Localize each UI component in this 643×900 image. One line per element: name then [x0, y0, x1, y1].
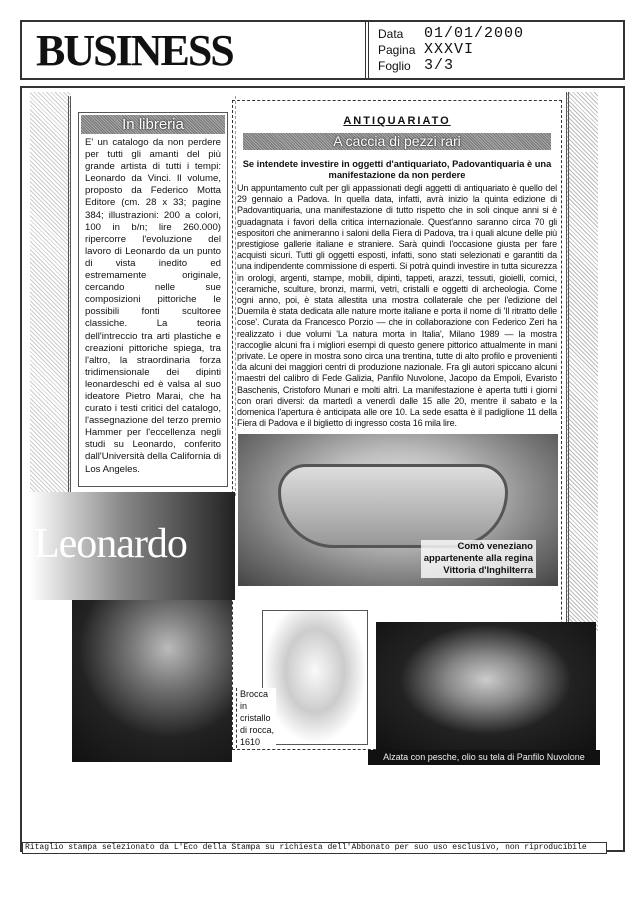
clipping-meta: [378, 26, 524, 74]
leonardo-photo: [30, 492, 235, 600]
article-kicker: ANTIQUARIATO: [343, 115, 451, 127]
portrait-photo: [72, 600, 232, 762]
scan-texture: [30, 92, 70, 492]
sidebar-box: [78, 112, 228, 487]
page-label: Pagina: [378, 43, 416, 57]
sidebar-text: E' un catalogo da non perdere per tutti gli amanti del più grande artista di tutti i tempi: Leonardo da Vinci. Il volume, proposto da Federico Motta Editore (cm. 28 x 33; pagine 384; illustrazioni: 200 a colori, 100 in b/n; lire 260.000) ripercorre l'evoluzione del lavoro di Leonardo da un punto di vista inedito ed estremamente originale, cercando nelle sue composizioni pittoriche le possibili fonti scultoree classiche. La teoria dell'intreccio tra arti plastiche e creazioni pittoriche spiega, tra l'altro, la straordinaria forza tridimensionale dei dipinti leonardeschi ed è valsa al suo ideatore Pietro Marai, che ha curato i testi critici del catalogo, l'assegnazione del terzo premio Hammer per l'eccellenza negli studi su Leonardo, conferito dall'Università della California di Los Angeles.: [85, 137, 221, 475]
jug-photo: [262, 610, 368, 745]
date-label: Data: [378, 27, 404, 41]
jug-caption: Brocca in cristallo di rocca, 1610: [236, 688, 276, 748]
caption-line: Comò veneziano: [457, 541, 533, 552]
peaches-painting: [376, 622, 596, 750]
commode-photo: [238, 434, 558, 586]
commode-shape: [278, 464, 508, 548]
article-title: A caccia di pezzi rari: [243, 133, 551, 150]
sidebar-title: In libreria: [81, 115, 225, 134]
article-body: Un appuntamento cult per gli appassionati degli aggetti di antiquariato è quello del 29 gennaio a Padova. In quella data, infatti, avrà inizio la quinta edizione di Padovantiquaria, una manifestazione di tutto rispetto che in soli cinque anni si è guadagnata i favori della critica internazionale. Quest'anno saranno circa 70 gli espositori che animeranno i saloni della Fiera di Padova, tra i quali alcune delle più prestigiose gallerie italiane e straniere. Sarà quindi l'occasione giusta per fare acquisti sicuri. Tutti gli oggetti esposti, infatti, sono stati selezionati e garantiti da una indipendente commissione di esperti. Si potrà quindi investire in tutta sicurezza in orologi, argenti, stampe, mobili, dipinti, tappeti, arazzi, tessuti, gioielli, cornici, ceramiche, sculture, bronzi, marmi, vetri, cristalli e oggetti di archeologia. Come ogni anno, poi, è stata allestita una mostra collaterale che per l'edizione del Duemila è stata dedicata alle nature morte italiane e porta il nome di 'Il ritratto delle cose'. Curata da Francesco Porzio — che in collaborazione con Federico Zeri ha realizzato i due volumi 'La natura morta in Italia', Milano 1989 — la mostra raccoglie alcuni fra i migliori esempi di questo genere pittorico attualmente in mani private. Le opere in mostra sono circa una trentina, tutte di alto profilo e provenienti da alcuni dei maggiori centri di produzione nazionale. Fra gli autori spiccano alcuni maestri del calibro di Fede Galizia, Panfilo Nuvolone, Jacopo da Empoli, Evaristo Baschenis, Cristoforo Munari e molti altri. La manifestazione è aperta tutti i giorni con orari diversi: da martedì a venerdì dalle 15 alle 20, mentre il sabato e la domenica l'apertura è anticipata alle ore 10. La sede esatta è il padiglione 11 della Fiera di Padova e il biglietto di ingresso costa 16 mila lire.: [237, 183, 557, 429]
peaches-caption: Alzata con pesche, olio su tela di Panfilo Nuvolone: [368, 750, 600, 765]
page-value: XXXVI: [424, 41, 475, 58]
scan-texture: [566, 92, 598, 632]
copyright-footer: Ritaglio stampa selezionato da L'Eco della Stampa su richiesta dell'Abbonato per suo uso esclusivo, non riproducibile: [22, 842, 607, 854]
commode-caption: [421, 540, 536, 578]
caption-line: Vittoria d'Inghilterra: [443, 565, 533, 576]
sheet-value: 3/3: [424, 57, 455, 74]
date-value: 01/01/2000: [424, 25, 525, 42]
caption-line: appartenente alla regina: [423, 553, 533, 564]
sheet-label: Foglio: [378, 59, 411, 73]
article-subtitle: Se intendete investire in oggetti d'antiquariato, Padovantiquaria è una manifestazione da non perdere: [242, 159, 552, 180]
leonardo-title: Leonardo: [34, 521, 187, 567]
publication-logo: BUSINESS: [22, 22, 369, 78]
clipping-header: [20, 20, 625, 80]
